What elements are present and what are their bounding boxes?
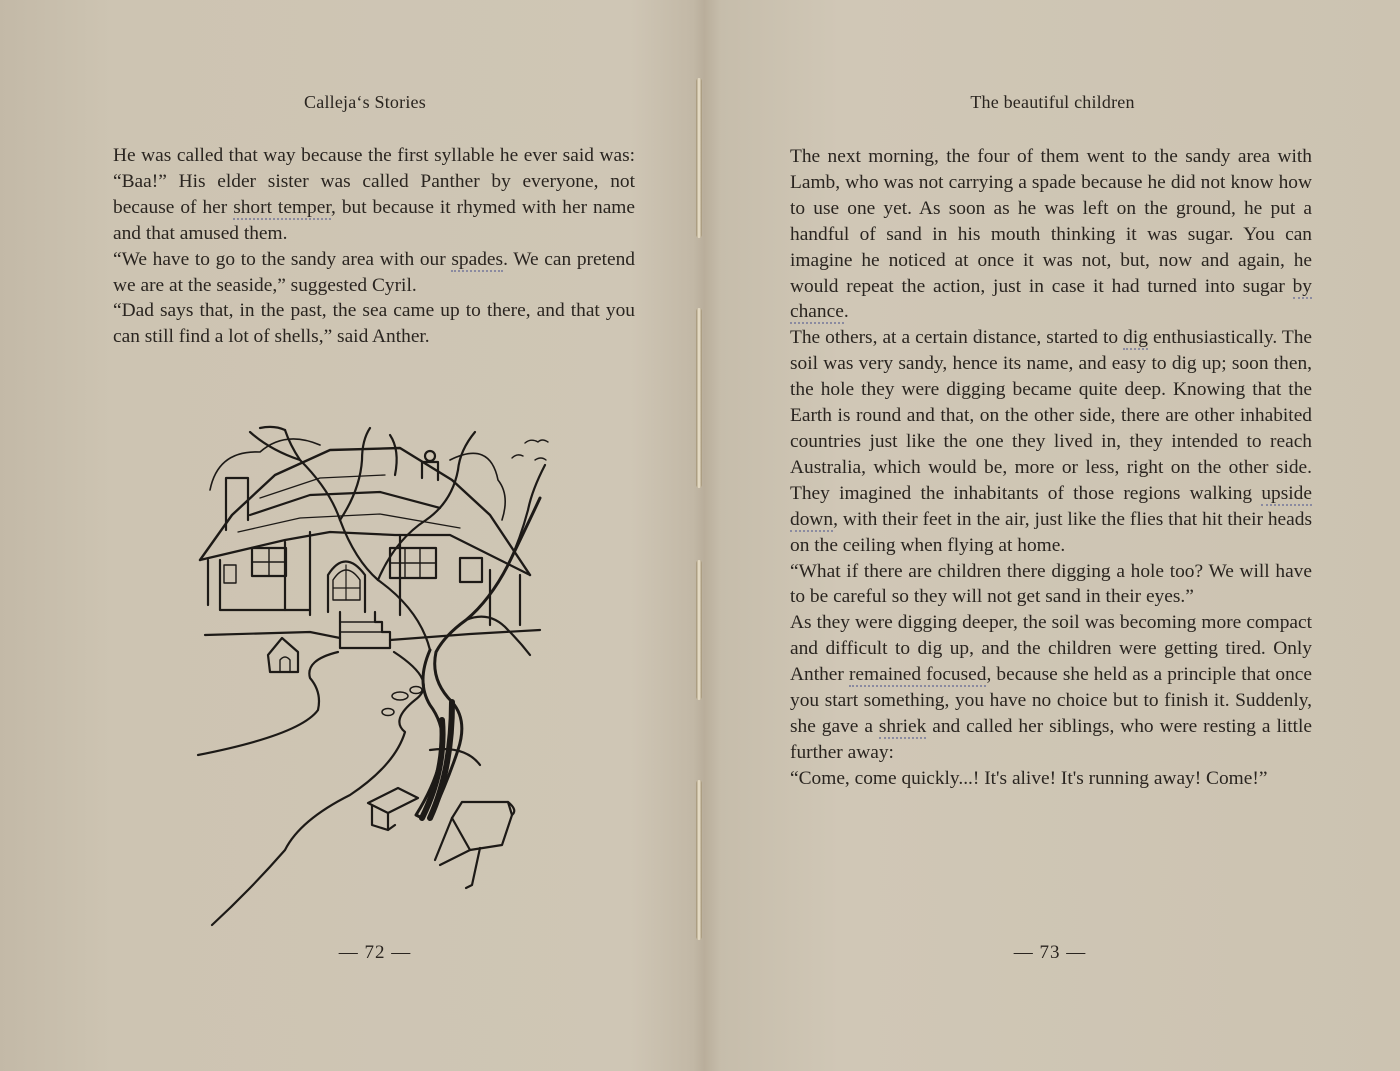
page-number: — 72 — <box>338 942 412 963</box>
text-run: , with their feet in the air, just like the flies that hit their heads on the ceiling when flying at home. <box>790 508 1312 556</box>
text-run: “Dad says that, in the past, the sea came up to there, and that you can still find a lot of shells,” said Anther. <box>113 300 635 348</box>
glossary-term-link[interactable]: shriek <box>878 715 927 737</box>
glossary-term-link[interactable]: by chance <box>790 275 1312 323</box>
text-run: “Come, come quickly...! It's alive! It's running away! Come!” <box>790 767 1268 789</box>
paragraph <box>790 766 1312 792</box>
glossary-term-link[interactable]: short temper <box>233 196 331 218</box>
paragraph <box>113 247 635 299</box>
paragraph <box>790 610 1312 765</box>
glossary-term-link[interactable]: spades <box>451 248 504 270</box>
glossary-term-link[interactable]: dig <box>1123 327 1148 349</box>
text-run: He was called that way because the first syllable he ever said was: “Baa!” His elder sister was called Panther by everyone, not because of her <box>113 145 635 218</box>
text-run: and called her siblings, who were resting a little further away: <box>790 715 1312 763</box>
running-head: The beautiful children <box>970 92 1135 112</box>
text-run: . We can pretend we are at the seaside,” suggested Cyril. <box>113 248 635 296</box>
paragraph <box>113 298 635 350</box>
right-page <box>700 0 1400 1071</box>
text-run: , but because it rhymed with her name and that amused them. <box>113 196 635 244</box>
text-run: , because she held as a principle that once you start something, you have no choice but to finish it. Suddenly, she gave a <box>790 664 1312 737</box>
page-number: — 73 — <box>1013 942 1087 963</box>
text-run: The next morning, the four of them went to the sandy area with Lamb, who was not carrying a spade because he did not know how to use one yet. As soon as he was left on the ground, he put a handful of sand in his mouth thinking it was sugar. You can imagine he noticed at once it was not, but, now and again, he would repeat the action, just in case it had turned into sugar <box>790 146 1312 297</box>
paragraph <box>790 144 1312 325</box>
paragraph <box>113 143 635 247</box>
text-run: “What if there are children there digging a hole too? We will have to be careful so they will not get sand in their eyes.” <box>790 560 1312 608</box>
page-text <box>113 143 635 350</box>
paragraph <box>790 559 1312 611</box>
text-run: The others, at a certain distance, started to <box>790 327 1124 349</box>
running-head: Calleja‘s Stories <box>304 92 426 112</box>
text-run: . <box>843 301 849 323</box>
paragraph <box>790 325 1312 558</box>
text-run: As they were digging deeper, the soil was becoming more compact and difficult to dig up, and the children were getting tired. Only Anther <box>790 612 1312 686</box>
cottage-illustration <box>190 420 570 930</box>
text-run: “We have to go to the sandy area with our <box>113 248 452 270</box>
page-text <box>790 144 1312 792</box>
text-run: enthusiastically. The soil was very sandy, hence its name, and easy to dig up; soon then, the hole they were digging became quite deep. Knowing that the Earth is round and that, on the other side, there are other inhabited countries just like the one they lived in, they intended to reach Australia, which would be, more or less, right on the other side. They imagined the inhabitants of those regions walking <box>790 327 1312 504</box>
glossary-term-link[interactable]: remained focused <box>848 664 987 686</box>
glossary-term-link[interactable]: upside down <box>790 482 1312 530</box>
